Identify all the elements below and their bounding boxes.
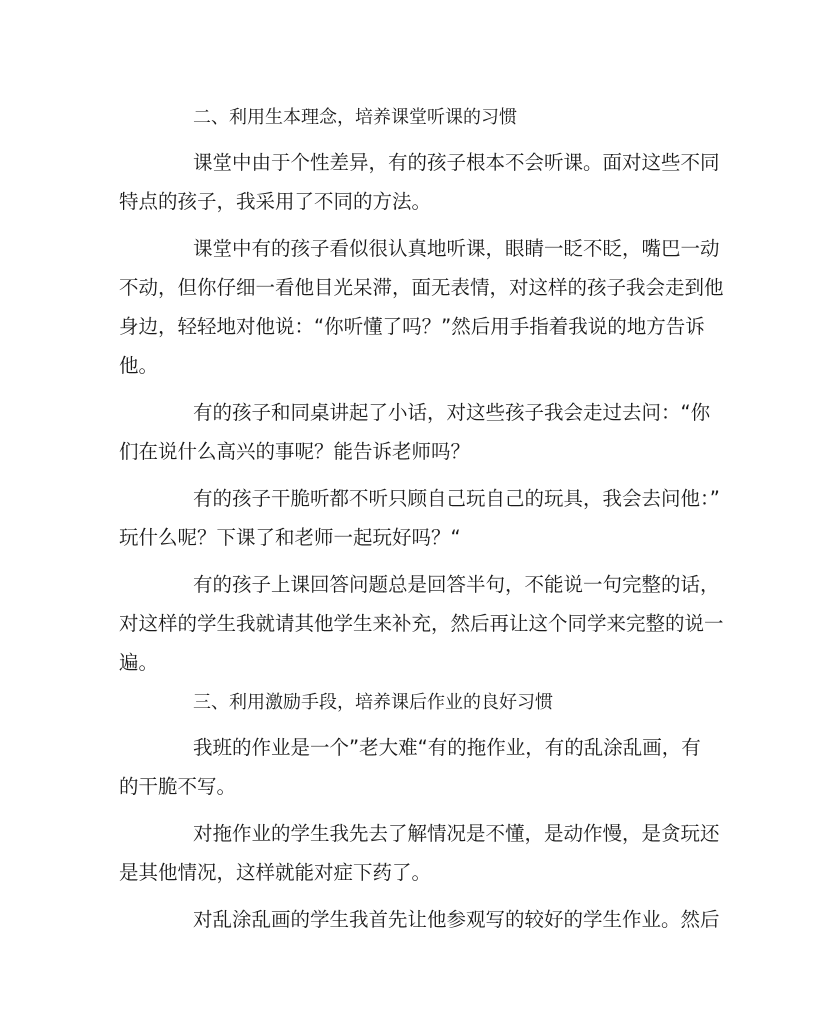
paragraph-line: 们在说什么高兴的事呢？能告诉老师吗？ [119, 440, 471, 463]
paragraph-line: 对这样的学生我就请其他学生来补充，然后再让这个同学来完整的说一 [119, 612, 724, 635]
paragraph-line: 对乱涂乱画的学生我首先让他参观写的较好的学生作业。然后 [193, 908, 720, 931]
paragraph-line: 有的孩子干脆听都不听只顾自己玩自己的玩具，我会去问他：” [193, 487, 720, 510]
section-heading-2: 二、利用生本理念，培养课堂听课的习惯 [193, 107, 517, 128]
paragraph-line: 有的孩子上课回答问题总是回答半句，不能说一句完整的话， [193, 573, 720, 596]
paragraph-line: 的干脆不写。 [119, 775, 237, 798]
paragraph-line: 他。 [119, 354, 159, 377]
paragraph-line: 身边，轻轻地对他说：“你听懂了吗？”然后用手指着我说的地方告诉 [119, 315, 705, 338]
paragraph-line: 遍。 [119, 651, 159, 674]
section-heading-3: 三、利用激励手段，培养课后作业的良好习惯 [193, 692, 553, 713]
paragraph-line: 对拖作业的学生我先去了解情况是不懂，是动作慢，是贪玩还 [193, 822, 720, 845]
paragraph-line: 特点的孩子，我采用了不同的方法。 [119, 190, 432, 213]
paragraph-line: 课堂中有的孩子看似很认真地听课，眼睛一眨不眨，嘴巴一动 [193, 237, 720, 260]
paragraph-line: 课堂中由于个性差异，有的孩子根本不会听课。面对这些不同 [193, 151, 720, 174]
paragraph-line: 我班的作业是一个”老大难“有的拖作业，有的乱涂乱画，有 [193, 736, 701, 759]
paragraph-line: 是其他情况，这样就能对症下药了。 [119, 861, 432, 884]
paragraph-line: 不动，但你仔细一看他目光呆滞，面无表情，对这样的孩子我会走到他 [119, 276, 724, 299]
paragraph-line: 玩什么呢？下课了和老师一起玩好吗？“ [119, 526, 461, 549]
paragraph-line: 有的孩子和同桌讲起了小话，对这些孩子我会走过去问：“你 [193, 401, 711, 424]
